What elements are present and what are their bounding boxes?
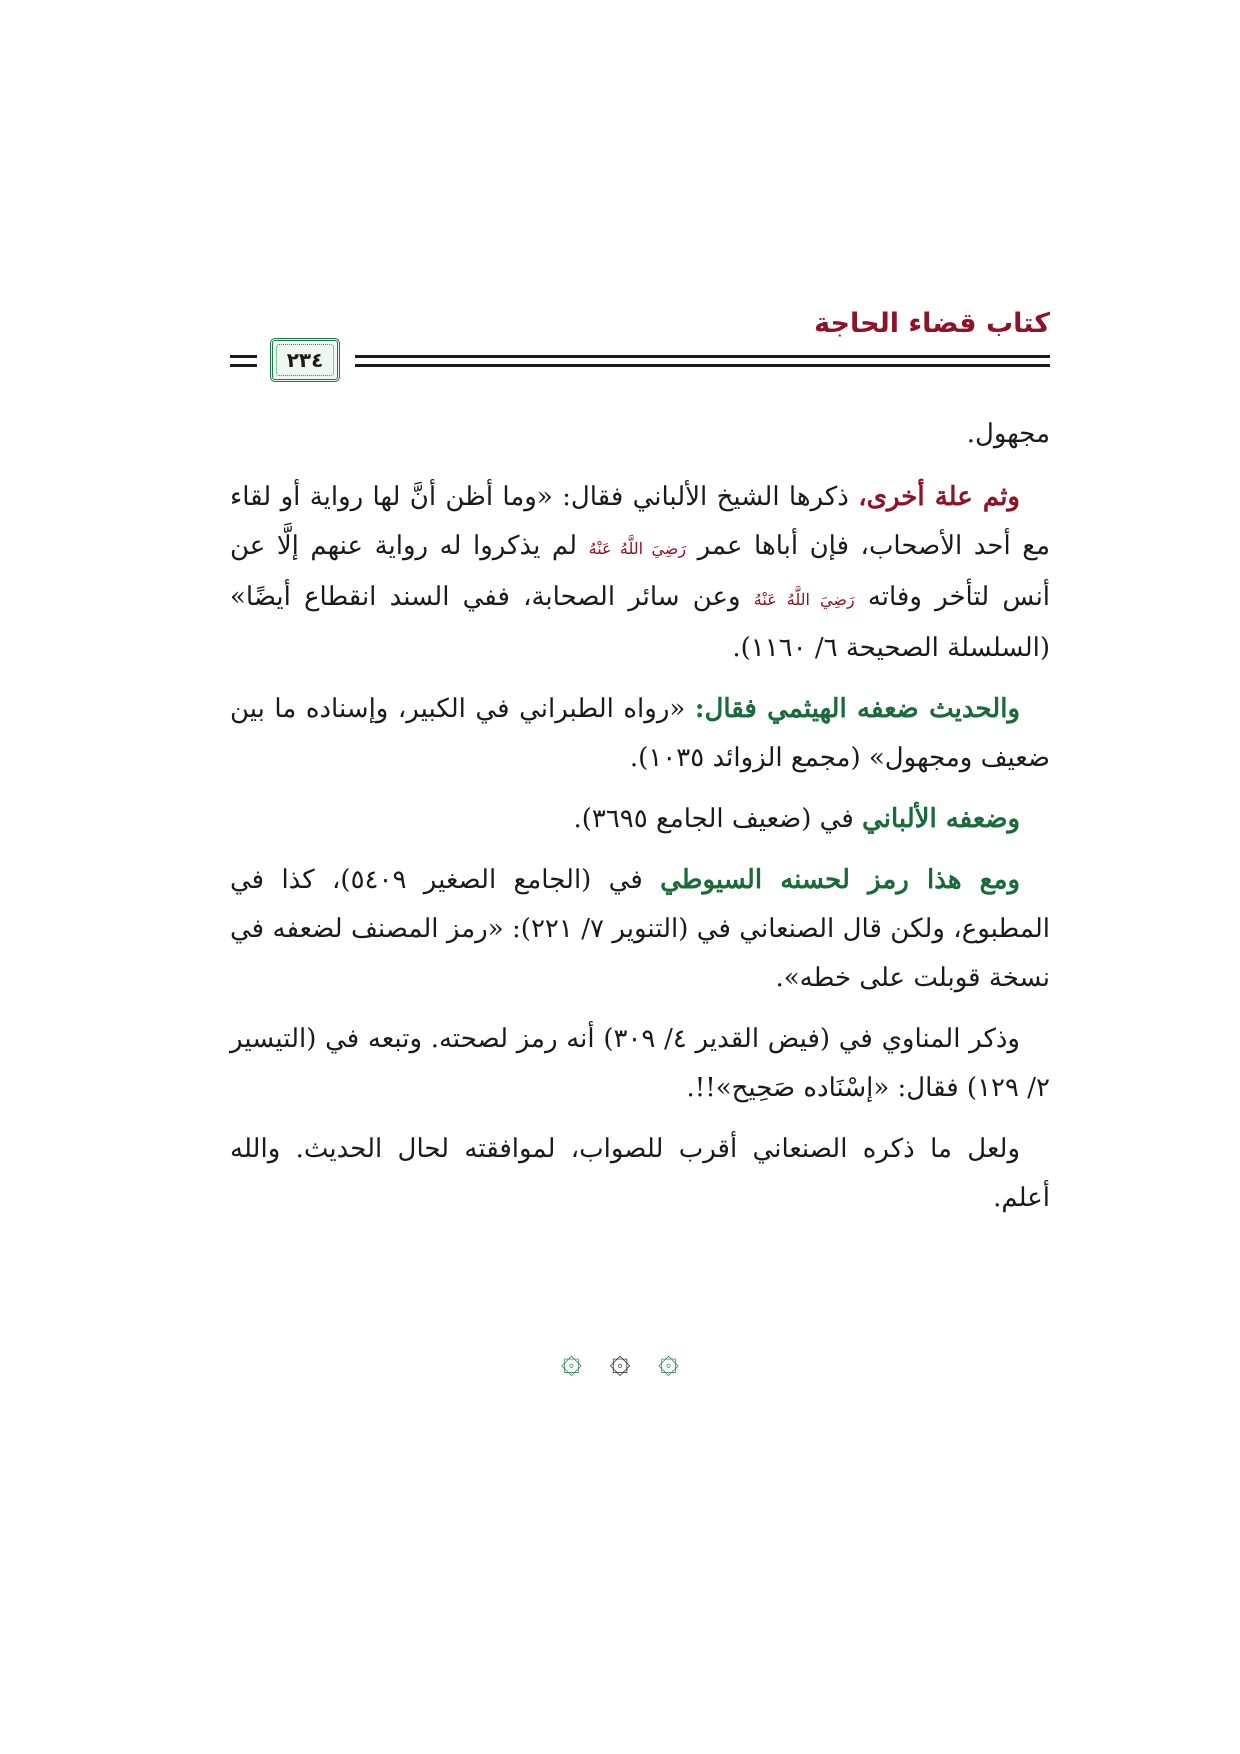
paragraph-text-cont: لم يذكروا له رواية عنهم إلَّا عن أنس لتأخر وفاته <box>230 531 1051 612</box>
header-rule-bottom <box>355 364 1050 367</box>
paragraph-text: في (الجامع الصغير ٥٤٠٩)، كذا في المطبوع، ولكن قال الصنعاني في (التنوير ٧/ ٢٢١): «رمز المصنف لضعفه في نسخة قوبلت على خطه». <box>230 865 1050 993</box>
paragraph-conclusion <box>230 1125 1050 1223</box>
paragraph-text: في (ضعيف الجامع ٣٦٩٥). <box>573 804 863 834</box>
paragraph-text-end: وعن سائر الصحابة، ففي السند انقطاع أيضًا» (السلسلة الصحيحة ٦/ ١١٦٠). <box>230 582 1050 663</box>
page-number: ٢٣٤ <box>286 348 324 372</box>
paragraph-another-defect <box>230 473 1050 673</box>
page-number-frame <box>270 338 340 382</box>
paragraph-text: مجهول. <box>966 419 1050 449</box>
paragraph-text: «رواه الطبراني في الكبير، وإسناده ما بين ضعيف ومجهول» (مجمع الزوائد ١٠٣٥). <box>230 694 1050 773</box>
paragraph-continuation <box>230 410 1050 459</box>
body-text <box>230 410 1050 1235</box>
paragraph-munawi <box>230 1015 1050 1113</box>
header-rule-short-top <box>230 355 257 358</box>
paragraph-text: وذكر المناوي في (فيض القدير ٤/ ٣٠٩) أنه رمز لصحته. وتبعه في (التيسير ٢/ ١٢٩) فقال: «إسْنَاده صَحِيح»!!. <box>230 1024 1050 1103</box>
ornament-star-icon: ۞ <box>658 1340 680 1381</box>
paragraph-lead: وثم علة أخرى، <box>858 482 1020 512</box>
paragraph-haythami <box>230 685 1050 783</box>
header-rule-top <box>355 355 1050 358</box>
honorific-glyph: رَضِيَ اللَّهُ عَنْهُ <box>588 539 687 558</box>
ornament-star-icon: ۞ <box>560 1340 582 1381</box>
honorific-glyph: رَضِيَ اللَّهُ عَنْهُ <box>753 590 855 609</box>
paragraph-lead: ومع هذا رمز لحسنه السيوطي <box>660 865 1021 895</box>
paragraph-lead: وضعفه الألباني <box>862 804 1020 834</box>
book-title: كتاب قضاء الحاجة <box>814 308 1050 339</box>
paragraph-lead: والحديث ضعفه الهيثمي فقال: <box>694 694 1020 724</box>
header-rule-short-bottom <box>230 364 257 367</box>
paragraph-albani <box>230 795 1050 844</box>
section-end-ornament <box>0 1340 1240 1381</box>
paragraph-text: ذكرها الشيخ الألباني فقال: «وما أظن أنَّ لها رواية أو لقاء مع أحد الأصحاب، فإن أباها عمر <box>230 482 1051 561</box>
paragraph-suyuti <box>230 856 1050 1003</box>
paragraph-text: ولعل ما ذكره الصنعاني أقرب للصواب، لموافقته لحال الحديث. والله أعلم. <box>230 1134 1050 1213</box>
page-header <box>230 308 1050 388</box>
ornament-star-icon: ۞ <box>609 1340 631 1381</box>
